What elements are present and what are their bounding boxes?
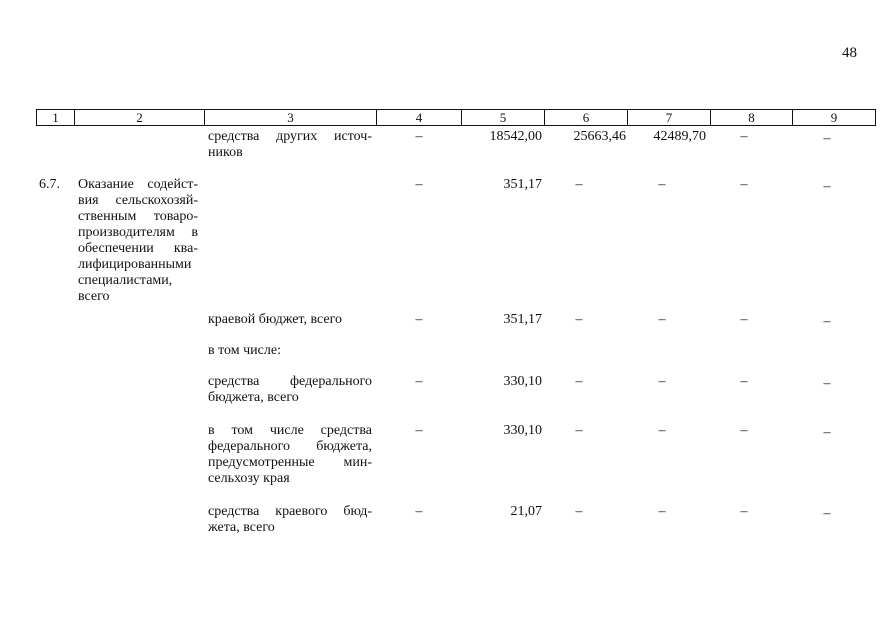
cell-col8: – bbox=[740, 177, 748, 192]
cell-col4: – bbox=[415, 504, 423, 519]
header-col-8: 8 bbox=[711, 110, 793, 126]
cell-col6: 25663,46 bbox=[573, 129, 626, 144]
cell-col5: 330,10 bbox=[503, 423, 542, 438]
cell-col7: 42489,70 bbox=[653, 129, 706, 144]
header-col-3: 3 bbox=[205, 110, 377, 126]
cell-col5: 21,07 bbox=[510, 504, 542, 519]
item-name: Оказание содейст- вия сельскохозяй- ственным товаро- производителям в обеспечении ква- лифицированными специалистами, всего bbox=[78, 177, 198, 304]
cell-col4: – bbox=[415, 312, 423, 327]
cell-col5: 351,17 bbox=[503, 177, 542, 192]
cell-col9: – bbox=[823, 179, 831, 194]
header-col-6: 6 bbox=[545, 110, 628, 126]
table-header bbox=[36, 109, 855, 126]
cell-col4: – bbox=[415, 374, 423, 389]
page-number: 48 bbox=[842, 45, 857, 61]
cell-col8: – bbox=[740, 374, 748, 389]
cell-col7: – bbox=[658, 423, 666, 438]
cell-col9: – bbox=[823, 314, 831, 329]
item-number: 6.7. bbox=[39, 177, 60, 192]
cell-col9: – bbox=[823, 425, 831, 440]
cell-col5: 330,10 bbox=[503, 374, 542, 389]
header-col-9: 9 bbox=[793, 110, 876, 126]
cell-col8: – bbox=[740, 423, 748, 438]
funding-source: средства других источ- ников bbox=[208, 129, 372, 160]
cell-col9: – bbox=[823, 131, 831, 146]
funding-source: в том числе: bbox=[208, 343, 281, 358]
header-col-2: 2 bbox=[75, 110, 205, 126]
cell-col5: 351,17 bbox=[503, 312, 542, 327]
header-col-4: 4 bbox=[377, 110, 462, 126]
cell-col6: – bbox=[575, 423, 583, 438]
cell-col7: – bbox=[658, 177, 666, 192]
cell-col7: – bbox=[658, 374, 666, 389]
cell-col6: – bbox=[575, 374, 583, 389]
funding-source: средства краевого бюд- жета, всего bbox=[208, 504, 372, 535]
cell-col4: – bbox=[415, 177, 423, 192]
header-col-5: 5 bbox=[462, 110, 545, 126]
cell-col6: – bbox=[575, 177, 583, 192]
cell-col7: – bbox=[658, 504, 666, 519]
cell-col8: – bbox=[740, 504, 748, 519]
funding-source: в том числе средства федерального бюджета, предусмотренные мин- сельхозу края bbox=[208, 423, 372, 486]
cell-col6: – bbox=[575, 504, 583, 519]
cell-col4: – bbox=[415, 129, 423, 144]
header-col-7: 7 bbox=[628, 110, 711, 126]
cell-col5: 18542,00 bbox=[489, 129, 542, 144]
funding-source: краевой бюджет, всего bbox=[208, 312, 343, 327]
funding-source: средства федерального бюджета, всего bbox=[208, 374, 372, 405]
header-col-1: 1 bbox=[37, 110, 75, 126]
cell-col8: – bbox=[740, 312, 748, 327]
cell-col7: – bbox=[658, 312, 666, 327]
cell-col6: – bbox=[575, 312, 583, 327]
cell-col9: – bbox=[823, 376, 831, 391]
cell-col8: – bbox=[740, 129, 748, 144]
cell-col4: – bbox=[415, 423, 423, 438]
cell-col9: – bbox=[823, 506, 831, 521]
